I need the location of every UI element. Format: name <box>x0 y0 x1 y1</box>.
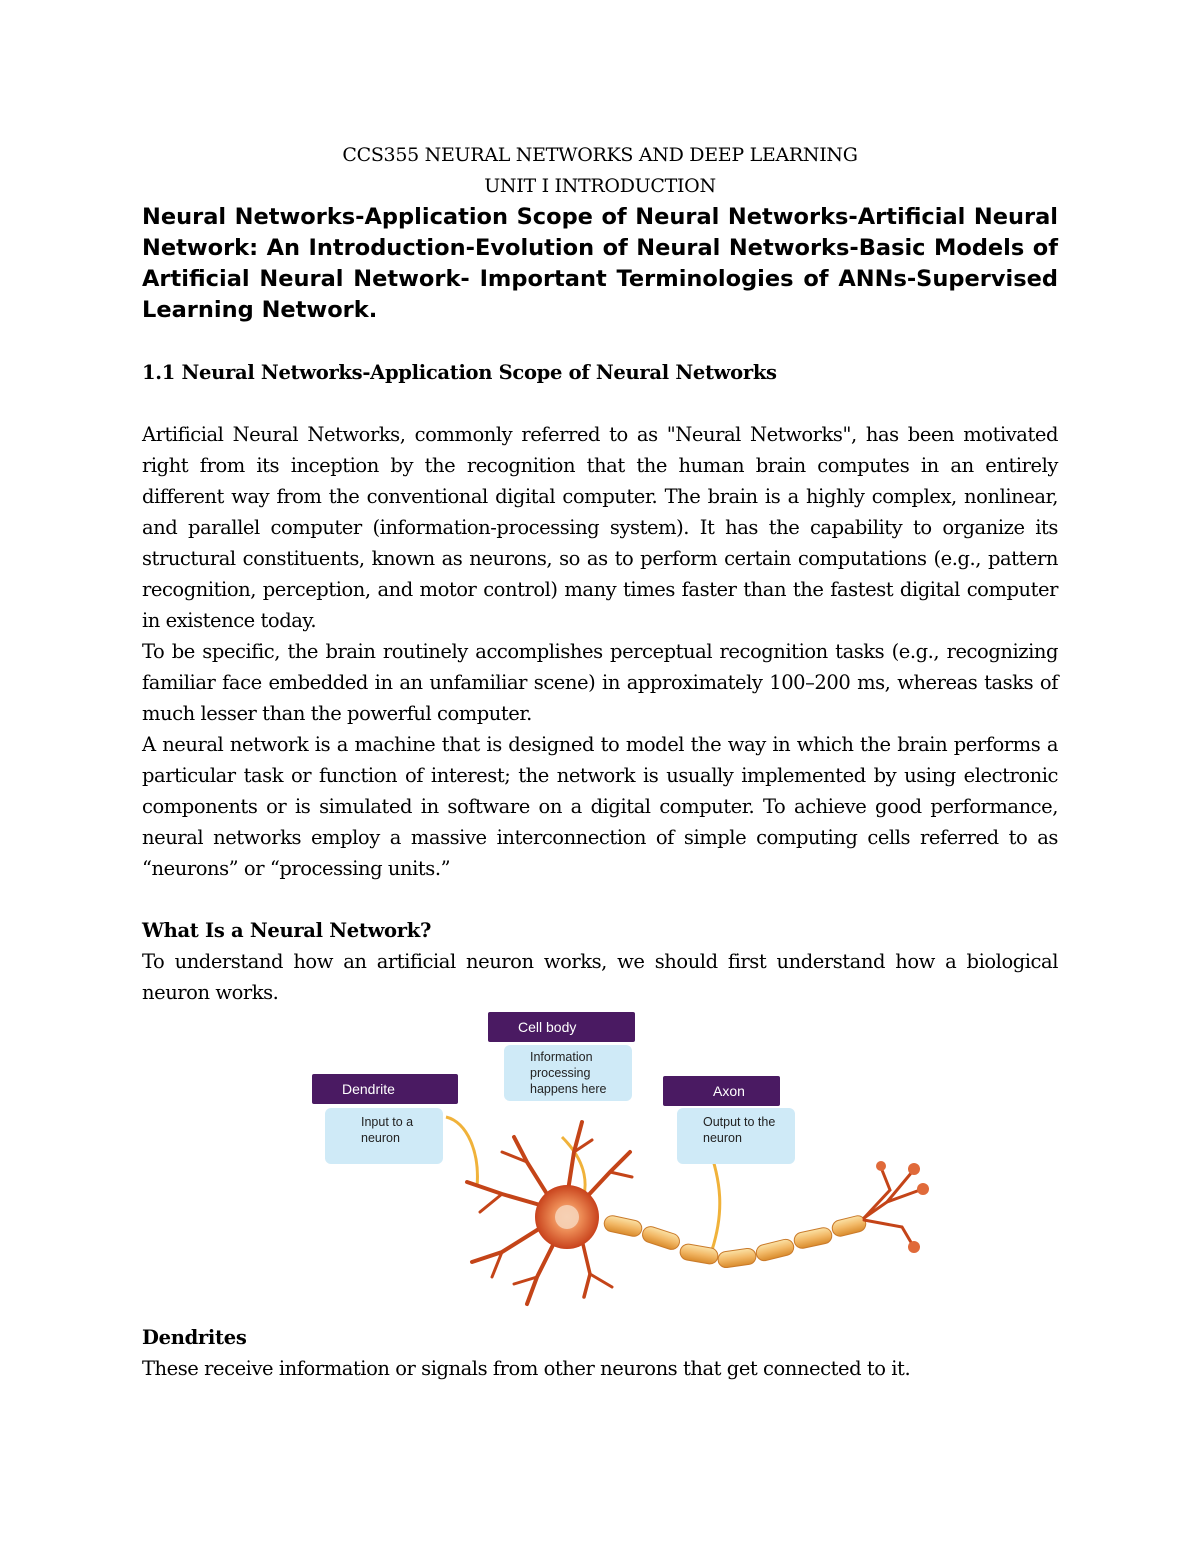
section-heading-dendrites: Dendrites <box>142 1326 247 1349</box>
paragraph-what-is: To understand how an artificial neuron works, we should first understand how a biological neuron works. <box>142 950 1058 1004</box>
axon-terminals <box>864 1170 920 1244</box>
axon-myelin <box>603 1214 868 1268</box>
neuron-figure <box>142 1012 1058 1322</box>
document-page <box>142 140 1058 1384</box>
paragraph-brain-speed: To be specific, the brain routinely accomplishes perceptual recognition tasks (e.g., recognizing familiar face embedded in an unfamiliar scene) in approximately 100–200 ms, whereas tasks of much lesser than the powerful computer. <box>142 640 1058 725</box>
cell-body-label: Cell body <box>488 1012 635 1042</box>
paragraph-ann-intro: Artificial Neural Networks, commonly referred to as "Neural Networks", has been motivated right from its inception by the recognition that the human brain computes in an entirely different way from the conventional digital computer. The brain is a highly complex, nonlinear, and parallel computer (information-processing system). It has the capability to organize its structural constituents, known as neurons, so as to perform certain computations (e.g., pattern recognition, perception, and motor control) many times faster than the fastest digital computer in existence today. <box>142 423 1058 632</box>
paragraph-dendrites: These receive information or signals from other neurons that get connected to it. <box>142 1357 911 1380</box>
spacer <box>142 884 1058 915</box>
dendrite-callout-line <box>446 1117 477 1187</box>
axon-label: Axon <box>663 1076 780 1106</box>
paragraph-neural-network-def: A neural network is a machine that is designed to model the way in which the brain performs a particular task or function of interest; the network is usually implemented by using electronic components or is simulated in software on a digital computer. To achieve good performance, neural networks employ a massive interconnection of simple computing cells referred to as “neurons” or “processing units.” <box>142 733 1058 880</box>
nucleus <box>555 1205 579 1229</box>
section-heading-1-1: 1.1 Neural Networks-Application Scope of Neural Networks <box>142 361 777 384</box>
cell-body-note: Information processing happens here <box>504 1045 632 1101</box>
spacer <box>142 388 1058 419</box>
course-title: CCS355 NEURAL NETWORKS AND DEEP LEARNING <box>342 144 858 166</box>
axon-note: Output to the neuron <box>677 1108 795 1164</box>
unit-topics: Neural Networks-Application Scope of Neural Networks-Artificial Neural Network: An Introduction-Evolution of Neural Networks-Basic Models of Artificial Neural Network- Important Terminologies of ANNs-Supervised Learning Network. <box>142 204 1058 323</box>
section-heading-what-is: What Is a Neural Network? <box>142 919 432 942</box>
dendrite-label: Dendrite <box>312 1074 458 1104</box>
unit-title: UNIT I INTRODUCTION <box>484 175 716 197</box>
dendrite-note: Input to a neuron <box>325 1108 443 1164</box>
